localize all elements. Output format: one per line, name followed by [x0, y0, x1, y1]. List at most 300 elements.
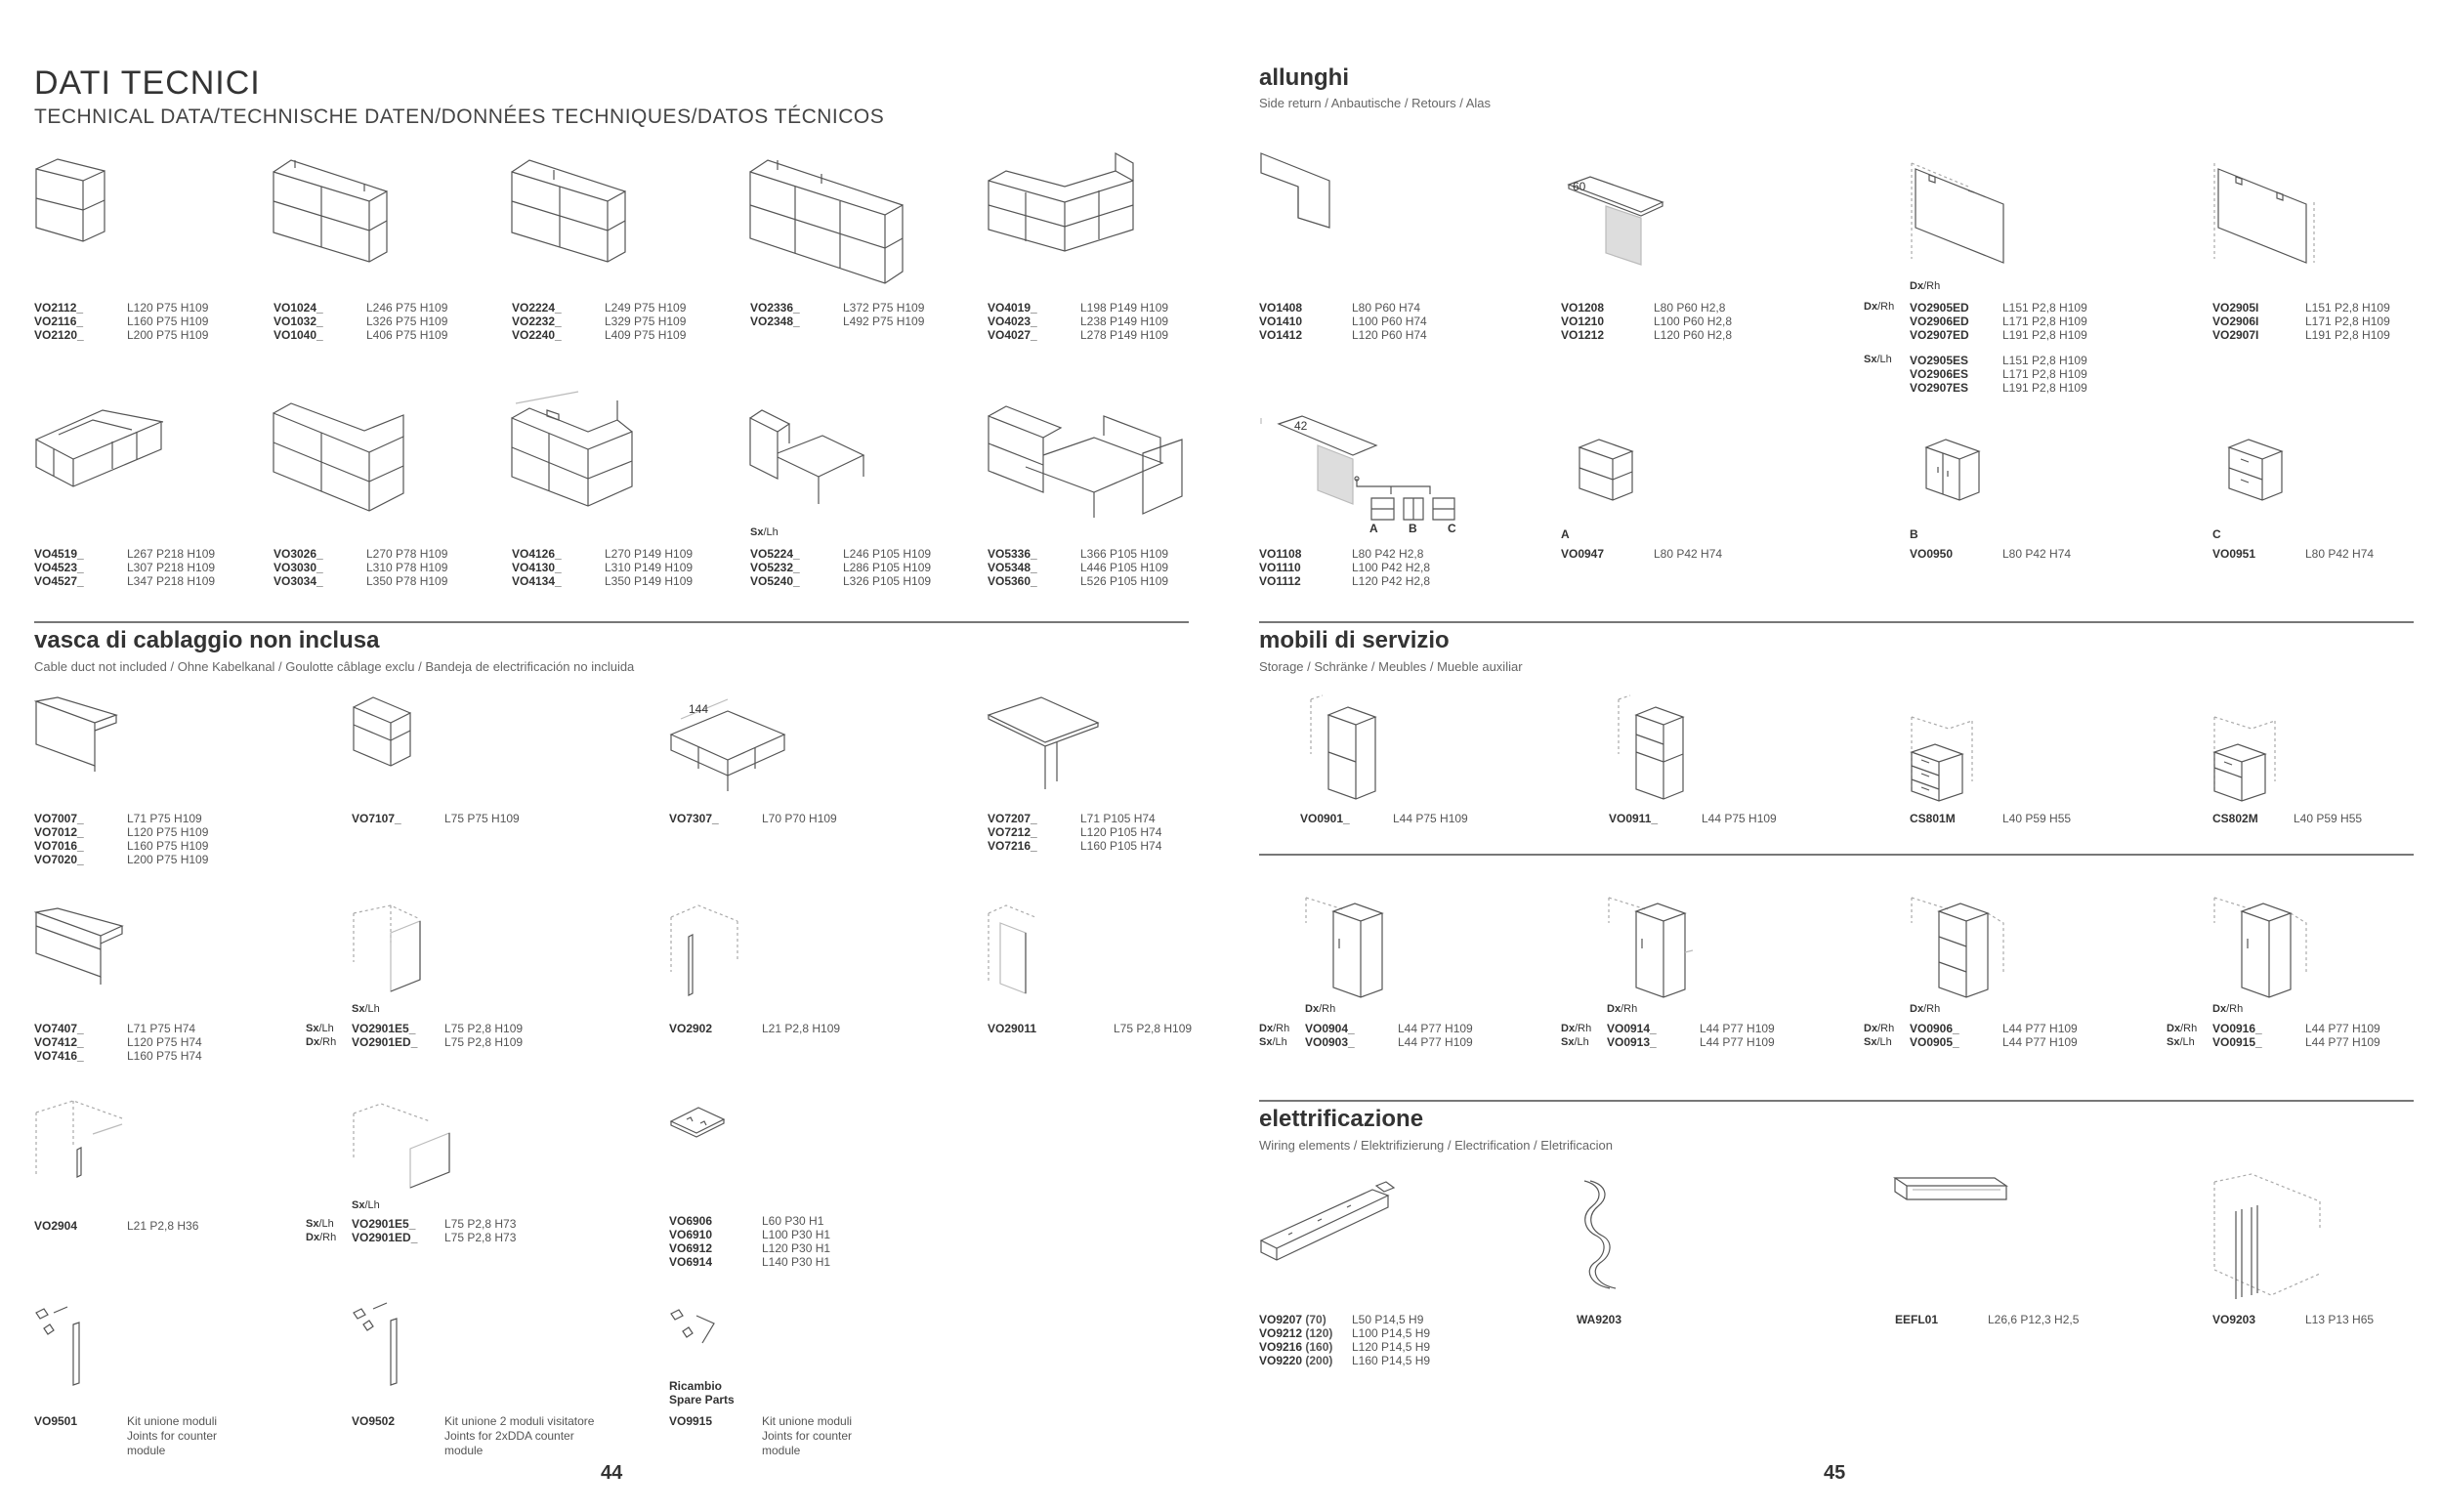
side-return-top-illustration	[1561, 171, 1668, 269]
side-rh: /Rh	[319, 1036, 337, 1048]
side-dx: Dx	[1607, 1003, 1621, 1015]
product-code: VO2907I	[2212, 328, 2259, 342]
product-group	[352, 1022, 417, 1049]
side-sx: Sx	[1864, 354, 1877, 365]
dimensions-group	[1114, 1022, 1192, 1035]
section-divider	[34, 621, 1189, 623]
product-code: VO2240_	[512, 328, 562, 342]
storage-label-a: A	[1369, 522, 1378, 535]
storage-label-b: B	[1910, 527, 1918, 541]
product-code: VO6906	[669, 1214, 713, 1228]
product-group	[1300, 812, 1350, 825]
product-code: VO1024_	[274, 301, 323, 315]
product-code: VO7412_	[34, 1035, 84, 1049]
dimensions: L80 P60 H74	[1352, 301, 1421, 315]
product-group	[1577, 1313, 1621, 1326]
side-labels	[306, 1022, 336, 1049]
section-divider	[1259, 854, 2414, 856]
product-code: VO3034_	[274, 574, 323, 588]
product-code: VO2348_	[750, 315, 800, 328]
description-line: Joints for 2xDDA counter	[444, 1429, 574, 1443]
dimensions: L191 P2,8 H109	[2305, 328, 2390, 342]
dimensions: L70 P70 H109	[762, 812, 837, 825]
dimensions: L120 P30 H1	[762, 1241, 831, 1255]
dimensions: L120 P75 H109	[127, 825, 209, 839]
product-group	[274, 547, 323, 588]
reception-desk-large-illustration	[987, 399, 1182, 521]
dimensions: L44 P75 H109	[1393, 812, 1468, 825]
dimensions: L80 P42 H74	[1654, 547, 1723, 561]
dimensions: L80 P60 H2,8	[1654, 301, 1726, 315]
dimensions-group	[1393, 812, 1468, 825]
product-group	[1607, 1022, 1657, 1049]
product-code: VO0951	[2212, 547, 2256, 561]
product-code: VO2901E5_	[352, 1217, 416, 1231]
dimensions-group	[127, 812, 208, 866]
side-label	[352, 1199, 380, 1211]
dimensions-group	[1080, 301, 1168, 342]
dimensions: L75 P2,8 H109	[1114, 1022, 1193, 1035]
side-rh: /Rh	[2226, 1003, 2244, 1015]
dimensions: L270 P149 H109	[605, 547, 694, 561]
side-sx: Sx	[306, 1023, 319, 1034]
cable-duct-illustration	[1259, 1172, 1396, 1270]
dimensions: L44 P77 H109	[1700, 1035, 1775, 1049]
product-group	[512, 547, 562, 588]
dimensions: L26,6 P12,3 H2,5	[1988, 1313, 2080, 1326]
product-code: VO1112	[1259, 574, 1301, 588]
product-code: VO4134_	[512, 574, 562, 588]
product-group	[1259, 547, 1301, 588]
dimensions: L171 P2,8 H109	[2002, 315, 2087, 328]
product-code: VO2901ED_	[352, 1035, 418, 1049]
product-group	[988, 547, 1037, 588]
product-group	[512, 301, 562, 342]
side-label	[1607, 1003, 1637, 1015]
product-code: VO1208	[1561, 301, 1605, 315]
product-code: VO7016_	[34, 839, 84, 853]
dimensions-group	[1702, 812, 1777, 825]
counter-top-illustration	[34, 695, 122, 774]
dimensions: L40 P59 H55	[2294, 812, 2363, 825]
dimensions-group	[2294, 812, 2362, 825]
dimensions-group	[127, 547, 215, 588]
side-lh: /Lh	[1876, 354, 1892, 365]
dimensions: L350 P149 H109	[605, 574, 694, 588]
product-code: VO1108	[1259, 547, 1302, 561]
description	[127, 1414, 217, 1458]
dimensions: L160 P75 H109	[127, 839, 209, 853]
section-divider	[1259, 1100, 2414, 1102]
dimensions: L100 P60 H2,8	[1654, 315, 1733, 328]
side-label	[2212, 1003, 2243, 1015]
side-dx: Dx	[1864, 1023, 1878, 1034]
side-lh: /Lh	[1574, 1036, 1589, 1048]
product-group	[1561, 547, 1604, 561]
product-group	[352, 1217, 417, 1244]
product-group	[34, 812, 84, 866]
cabinet-door-illustration	[1304, 894, 1392, 1006]
dimensions-group	[1352, 301, 1427, 342]
dimensions: L75 P2,8 H73	[444, 1231, 517, 1244]
product-code: VO3030_	[274, 561, 323, 574]
section-subtitle-mobili: Storage / Schränke / Meubles / Mueble auxiliar	[1259, 659, 1523, 674]
product-code: VO5360_	[988, 574, 1037, 588]
product-code: VO5224_	[750, 547, 800, 561]
dimensions-group	[444, 1217, 516, 1244]
dimensions: L120 P60 H74	[1352, 328, 1427, 342]
product-code: VO2905ED	[1910, 301, 1969, 315]
storage-label-b: B	[1409, 522, 1417, 535]
product-code: VO1032_	[274, 315, 323, 328]
dimensions: L372 P75 H109	[843, 301, 925, 315]
description-line: Joints for counter	[127, 1429, 218, 1443]
dimensions: L80 P42 H2,8	[1352, 547, 1424, 561]
side-sx: Sx	[352, 1199, 365, 1211]
reception-module-illustration	[34, 151, 112, 239]
side-labels	[1561, 1022, 1591, 1049]
dimensions: L171 P2,8 H109	[2305, 315, 2390, 328]
spare-parts-title: Ricambio	[669, 1379, 723, 1393]
panel-intermediate-illustration	[2212, 161, 2320, 269]
counter-corner-open-illustration	[669, 695, 786, 793]
dimensions-group	[2002, 547, 2071, 561]
dimensions-group	[2002, 354, 2087, 395]
dimensions-group	[762, 1214, 830, 1269]
side-dx: Dx	[2167, 1023, 2181, 1034]
dimensions: L120 P60 H2,8	[1654, 328, 1733, 342]
dimensions-group	[127, 1022, 202, 1063]
storage-tall-open-illustration	[1617, 695, 1695, 803]
product-code: VO1210	[1561, 315, 1605, 328]
product-group	[750, 301, 800, 328]
product-code: VO9502	[352, 1414, 396, 1428]
cabinet-shelves-illustration	[1910, 894, 2007, 1006]
dimensions: L350 P78 H109	[366, 574, 448, 588]
dimensions-group	[2305, 301, 2390, 342]
product-code	[1259, 1340, 1332, 1354]
reception-l-shape-illustration	[34, 381, 171, 488]
product-group	[34, 1022, 84, 1063]
side-label	[750, 526, 779, 538]
reception-return-illustration	[272, 396, 408, 518]
product-code: VO2907ES	[1910, 381, 1969, 395]
product-code: VO1408	[1259, 301, 1303, 315]
dimensions-group	[1080, 547, 1168, 588]
product-code: VO2901E5_	[352, 1022, 416, 1035]
dimensions: L44 P77 H109	[1398, 1035, 1473, 1049]
product-code	[1259, 1326, 1332, 1340]
product-code: VO7416_	[34, 1049, 84, 1063]
section-subtitle-elettrificazione: Wiring elements / Elektrifizierung / Electrification / Eletrificacion	[1259, 1138, 1613, 1153]
product-code: VO0915_	[2212, 1035, 2262, 1049]
product-code: VO7216_	[988, 839, 1037, 853]
joint-kit-2-illustration	[352, 1299, 410, 1387]
product-group	[1910, 812, 1956, 825]
dimensions: L120 P14,5 H9	[1352, 1340, 1431, 1354]
dimensions: L198 P149 H109	[1080, 301, 1169, 315]
side-sx: Sx	[1259, 1036, 1273, 1048]
dimensions-group	[843, 547, 931, 588]
product-code: VO1410	[1259, 315, 1303, 328]
product-code: VO0950	[1910, 547, 1954, 561]
product-group	[988, 812, 1037, 853]
dimensions: L80 P42 H74	[2305, 547, 2375, 561]
dimensions: L44 P77 H109	[1398, 1022, 1473, 1035]
cabinet-open-illustration	[1607, 894, 1695, 1006]
product-code: VO0906_	[1910, 1022, 1959, 1035]
spare-parts-label	[669, 1379, 735, 1407]
dimensions: L160 P75 H74	[127, 1049, 202, 1063]
product-code: VO0916_	[2212, 1022, 2262, 1035]
dimensions: L191 P2,8 H109	[2002, 328, 2087, 342]
side-label	[1910, 1003, 1940, 1015]
product-code: VO9216	[1259, 1340, 1303, 1354]
product-group	[1561, 301, 1604, 342]
dimensions-group	[366, 547, 447, 588]
dimensions-group	[1700, 1022, 1775, 1049]
dimensions: L151 P2,8 H109	[2305, 301, 2390, 315]
dimensions: L347 P218 H109	[127, 574, 216, 588]
description	[444, 1414, 594, 1458]
dimensions: L21 P2,8 H109	[762, 1022, 841, 1035]
dimensions-group	[2305, 1022, 2380, 1049]
side-lh: /Lh	[318, 1218, 334, 1230]
side-lh: /Lh	[2179, 1036, 2195, 1048]
reception-double-top-illustration	[510, 154, 627, 262]
product-code: VO1412	[1259, 328, 1303, 342]
dimensions: L100 P14,5 H9	[1352, 1326, 1431, 1340]
dimensions-group	[605, 301, 686, 342]
dimensions: L160 P105 H74	[1080, 839, 1162, 853]
dimensions-group	[1398, 1022, 1473, 1049]
side-dx: Dx	[1305, 1003, 1320, 1015]
short-panel-illustration	[34, 1099, 132, 1187]
product-group	[2212, 547, 2255, 561]
product-code: VO5232_	[750, 561, 800, 574]
side-labels	[1259, 1022, 1289, 1049]
product-code: VO2906I	[2212, 315, 2259, 328]
storage-doors-illustration	[1924, 438, 1983, 506]
dimensions: L120 P42 H2,8	[1352, 574, 1431, 588]
product-group	[669, 1214, 712, 1269]
side-dx: Dx	[2212, 1003, 2227, 1015]
product-code: VO2336_	[750, 301, 800, 315]
product-code: VO0904_	[1305, 1022, 1355, 1035]
dimensions: L326 P105 H109	[843, 574, 932, 588]
product-group	[352, 812, 401, 825]
side-dx: Dx	[306, 1036, 320, 1048]
description-line: Joints for counter	[762, 1429, 853, 1443]
dimensions-group	[1080, 812, 1161, 853]
cable-tray-illustration	[669, 1102, 728, 1141]
description	[762, 1414, 852, 1458]
side-dx: Dx	[1910, 1003, 1924, 1015]
dimensions-group	[2002, 812, 2071, 825]
product-code: VO2907ED	[1910, 328, 1969, 342]
description-line: Kit unione moduli	[762, 1414, 853, 1428]
side-sx: Sx	[2167, 1036, 2180, 1048]
dimensions: L246 P105 H109	[843, 547, 932, 561]
side-labels	[2167, 1022, 2197, 1049]
dimensions: L120 P75 H109	[127, 301, 209, 315]
side-rh: /Rh	[1319, 1003, 1336, 1015]
product-code: VO9220	[1259, 1354, 1303, 1367]
dimensions-group	[1352, 547, 1430, 588]
product-code: CS801M	[1910, 812, 1956, 825]
product-group	[669, 1414, 712, 1428]
side-dx: Dx	[1864, 301, 1878, 313]
page-number-left: 44	[601, 1462, 623, 1484]
dimensions: L446 P105 H109	[1080, 561, 1169, 574]
side-lh: /Lh	[318, 1023, 334, 1034]
dimensions: L406 P75 H109	[366, 328, 448, 342]
section-title-mobili: mobili di servizio	[1259, 627, 1450, 653]
dimensions: L44 P77 H109	[2305, 1022, 2380, 1035]
product-code: VO2902	[669, 1022, 713, 1035]
product-group	[2212, 1313, 2255, 1326]
product-code: VO2906ED	[1910, 315, 1969, 328]
product-code: VO9212	[1259, 1326, 1303, 1340]
product-code: VO2905ES	[1910, 354, 1969, 367]
size-note: (120)	[1305, 1326, 1333, 1340]
reception-double-illustration	[272, 154, 389, 262]
product-code: VO7212_	[988, 825, 1037, 839]
dimensions-group	[605, 547, 693, 588]
dimensions: L151 P2,8 H109	[2002, 301, 2087, 315]
product-code: VO0947	[1561, 547, 1605, 561]
dimensions: L60 P30 H1	[762, 1214, 824, 1228]
product-code: VO4527_	[34, 574, 84, 588]
description-line: module	[127, 1444, 166, 1457]
side-sx: Sx	[306, 1218, 319, 1230]
product-group	[274, 301, 323, 342]
power-outlet-illustration	[1893, 1172, 2010, 1211]
product-code: VO2112_	[34, 301, 84, 315]
cabinet-shelves-2-illustration	[2212, 894, 2310, 1006]
storage-open-illustration	[1578, 438, 1636, 506]
product-code: VO7407_	[34, 1022, 84, 1035]
dimensions-group	[1352, 1313, 1430, 1367]
section-title-allunghi: allunghi	[1259, 64, 1349, 91]
product-code: VO2224_	[512, 301, 562, 315]
dimensions: L160 P75 H109	[127, 315, 209, 328]
low-counter-illustration	[34, 906, 127, 994]
dimensions: L267 P218 H109	[127, 547, 216, 561]
dimensions: L200 P75 H109	[127, 853, 209, 866]
section-subtitle-allunghi: Side return / Anbautische / Retours / Alas	[1259, 96, 1492, 110]
dimensions: L44 P77 H109	[1700, 1022, 1775, 1035]
dimensions: L278 P149 H109	[1080, 328, 1169, 342]
product-group	[34, 1414, 77, 1428]
product-code: VO2116_	[34, 315, 84, 328]
product-code: VO4130_	[512, 561, 562, 574]
product-code: VO0914_	[1607, 1022, 1657, 1035]
dimensions-group	[1654, 301, 1732, 342]
dimensions: L75 P2,8 H109	[444, 1022, 524, 1035]
dimensions: L50 P14,5 H9	[1352, 1313, 1424, 1326]
drawer-unit-illustration	[1910, 713, 1978, 806]
dimensions-group	[762, 812, 837, 825]
dimensions: L200 P75 H109	[127, 328, 209, 342]
product-code: VO4523_	[34, 561, 84, 574]
product-group	[988, 301, 1037, 342]
dimensions: L171 P2,8 H109	[2002, 367, 2087, 381]
side-lh: /Lh	[1272, 1036, 1287, 1048]
dimensions: L151 P2,8 H109	[2002, 354, 2087, 367]
side-label	[1910, 280, 1940, 292]
product-code: VO2904	[34, 1219, 78, 1233]
product-code	[1259, 1354, 1332, 1367]
dimensions: L100 P60 H74	[1352, 315, 1427, 328]
side-rh: /Rh	[1575, 1023, 1592, 1034]
dimensions: L80 P42 H74	[2002, 547, 2072, 561]
product-code: VO9915	[669, 1414, 713, 1428]
product-group	[34, 301, 84, 342]
product-code: VO7007_	[34, 812, 84, 825]
product-code: VO3026_	[274, 547, 323, 561]
cable-spine-illustration	[1571, 1177, 1629, 1294]
dimensions: L71 P75 H74	[127, 1022, 196, 1035]
product-code: WA9203	[1577, 1313, 1622, 1326]
dimension-144: 144	[689, 702, 709, 716]
storage-label-c: C	[1448, 522, 1456, 535]
product-group	[2212, 301, 2258, 342]
dimensions: L310 P149 H109	[605, 561, 694, 574]
reception-triple-illustration	[748, 154, 905, 291]
dimensions-group	[444, 1022, 523, 1049]
dimensions: L21 P2,8 H36	[127, 1219, 199, 1233]
product-code: VO5240_	[750, 574, 800, 588]
dimensions: L307 P218 H109	[127, 561, 216, 574]
product-code: VO9207	[1259, 1313, 1303, 1326]
dimensions: L326 P75 H109	[366, 315, 448, 328]
product-group	[2212, 1022, 2262, 1049]
description-line: module	[762, 1444, 801, 1457]
side-dx: Dx	[1561, 1023, 1576, 1034]
product-group	[1259, 1313, 1332, 1367]
product-group	[1305, 1022, 1355, 1049]
dimensions: L75 P2,8 H109	[444, 1035, 524, 1049]
product-group	[1259, 301, 1302, 342]
side-rh: /Rh	[2180, 1023, 2198, 1034]
side-rh: /Rh	[1621, 1003, 1638, 1015]
dimensions: L100 P42 H2,8	[1352, 561, 1431, 574]
product-code: VO7307_	[669, 812, 719, 825]
product-group	[669, 1022, 712, 1035]
product-code: VO7012_	[34, 825, 84, 839]
product-code: VO1110	[1259, 561, 1301, 574]
cable-riser-illustration	[2212, 1172, 2330, 1304]
dimensions-group	[2305, 547, 2374, 561]
dimensions: L191 P2,8 H109	[2002, 381, 2087, 395]
dimensions: L44 P77 H109	[2002, 1022, 2078, 1035]
end-panel-illustration	[669, 903, 747, 1001]
product-group	[2212, 812, 2258, 825]
low-modesty-panel-illustration	[352, 1102, 459, 1190]
size-note: (160)	[1305, 1340, 1333, 1354]
dimensions: L160 P14,5 H9	[1352, 1354, 1431, 1367]
page-title: DATI TECNICI	[34, 64, 261, 102]
reception-u-shape-illustration	[510, 389, 637, 516]
dimensions: L238 P149 H109	[1080, 315, 1169, 328]
side-rh: /Rh	[1877, 301, 1895, 313]
side-labels	[1864, 1022, 1894, 1049]
side-sx: Sx	[352, 1003, 365, 1015]
dimensions: L492 P75 H109	[843, 315, 925, 328]
spare-parts-subtitle: Spare Parts	[669, 1393, 735, 1407]
dimensions-group	[127, 301, 208, 342]
